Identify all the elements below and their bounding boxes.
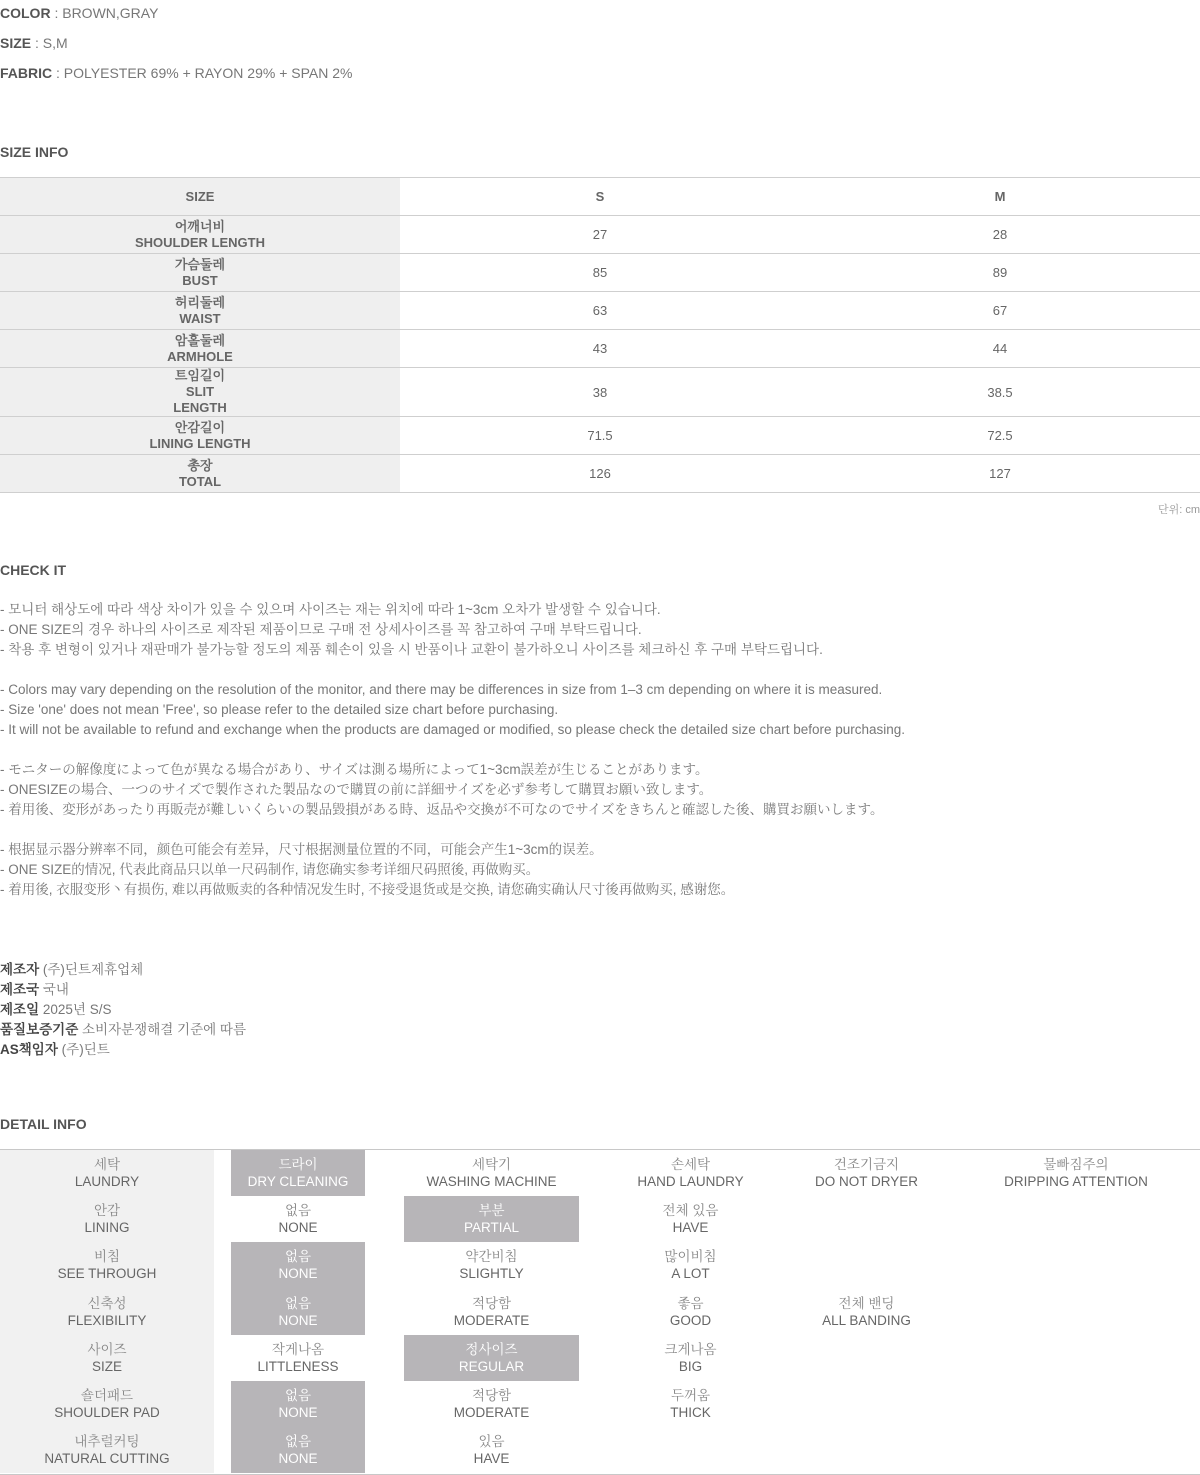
mfr-value: (주)딘트제휴업체 [42, 962, 144, 977]
detail-label-en: FLEXIBILITY [67, 1312, 147, 1328]
detail-option-ko: 크게나옴 [664, 1341, 717, 1357]
table-row [0, 254, 1200, 292]
detail-option-en: DRY CLEANING [247, 1174, 349, 1189]
spec-fabric-label: FABRIC [0, 65, 53, 81]
check-line: - It will not be available to refund and exchange when the products are damaged or modified, so please check the detailed size chart before purchasing. [0, 722, 906, 737]
size-m-value: 28 [800, 216, 1200, 254]
row-label [0, 330, 400, 368]
detail-option-ko: 전체 있음 [662, 1203, 719, 1219]
detail-option-selected [231, 1242, 365, 1288]
size-s-value: 126 [400, 455, 800, 493]
detail-grid [0, 1149, 1200, 1475]
detail-option-en: REGULAR [458, 1358, 525, 1374]
detail-option-ko: 약간비침 [465, 1249, 518, 1265]
detail-option-ko: 있음 [478, 1434, 505, 1450]
detail-label-ko: 신축성 [87, 1295, 127, 1311]
detail-option-en: NONE [278, 1312, 318, 1328]
check-it-japanese [0, 760, 883, 820]
mfr-line [0, 1040, 246, 1060]
detail-option-en: BIG [678, 1358, 703, 1374]
size-s-value: 63 [400, 292, 800, 330]
detail-option [600, 1242, 781, 1288]
detail-option-ko: 부분 [478, 1203, 505, 1219]
check-line: - ONESIZEの場合、一つのサイズで製作された製品なので購買の前に詳細サイズを必ず参考して購買お願い致します。 [0, 782, 713, 797]
row-label-en: BUST [182, 272, 218, 288]
detail-option-en: HAVE [672, 1220, 709, 1236]
row-label-ko: 어깨너비 [174, 218, 226, 234]
detail-row-label [0, 1150, 214, 1196]
size-header-m: M [800, 178, 1200, 216]
mfr-label: 품질보증기준 [0, 1022, 79, 1037]
detail-option-en: DRIPPING ATTENTION [1004, 1174, 1148, 1189]
detail-label-en: LINING [84, 1220, 130, 1236]
table-row [0, 368, 1200, 417]
manufacturer-info [0, 960, 246, 1060]
detail-label-en: SEE THROUGH [57, 1266, 157, 1282]
detail-option-ko: 정사이즈 [465, 1341, 518, 1357]
detail-option-en: DO NOT DRYER [814, 1174, 919, 1189]
table-row [0, 216, 1200, 254]
detail-option-en: MODERATE [453, 1405, 530, 1420]
check-it-title: CHECK IT [0, 562, 67, 578]
mfr-label: 제조국 [0, 982, 40, 997]
spec-size: SIZE : S,M [0, 35, 68, 51]
mfr-label: 제조일 [0, 1002, 40, 1017]
check-line: - 착용 후 변형이 있거나 재판매가 불가능할 정도의 제품 훼손이 있을 시 반품이나 교환이 불가하오니 사이즈를 체크하신 후 구매 부탁드립니다. [0, 642, 823, 657]
detail-option-ko: 적당함 [471, 1295, 512, 1311]
detail-option-ko: 전체 밴딩 [838, 1295, 895, 1311]
detail-option-en: NONE [278, 1266, 318, 1282]
row-label [0, 292, 400, 330]
detail-option [404, 1242, 579, 1288]
detail-option [231, 1196, 365, 1242]
row-label [0, 368, 400, 417]
spec-color-label: COLOR [0, 5, 51, 21]
detail-option [600, 1335, 781, 1381]
row-label-en: WAIST [179, 310, 221, 326]
check-it-korean [0, 600, 823, 660]
detail-row-label [0, 1335, 214, 1381]
detail-option-selected [231, 1427, 365, 1473]
detail-label-en: SHOULDER PAD [54, 1405, 160, 1420]
detail-info-title: DETAIL INFO [0, 1116, 87, 1132]
detail-option-en: NONE [278, 1405, 318, 1420]
table-row [0, 292, 1200, 330]
row-label-ko: 허리둘레 [174, 294, 226, 310]
detail-option-ko: 없음 [284, 1434, 312, 1450]
row-label-ko: 트임길이 [174, 368, 226, 383]
detail-row-label [0, 1427, 214, 1473]
size-info-title: SIZE INFO [0, 144, 69, 160]
size-m-value: 127 [800, 455, 1200, 493]
detail-option-en: A LOT [671, 1266, 710, 1282]
detail-label-ko: 안감 [93, 1203, 121, 1219]
detail-label-ko: 사이즈 [87, 1341, 127, 1357]
detail-option-ko: 두꺼움 [670, 1388, 711, 1403]
detail-label-en: LAUNDRY [74, 1174, 140, 1189]
row-label-en: TOTAL [178, 473, 222, 489]
detail-option-en: NONE [278, 1451, 318, 1467]
detail-label-ko: 내추럴커팅 [74, 1434, 140, 1450]
row-label-en-2: LENGTH [173, 400, 227, 415]
detail-option-en: LITTLENESS [257, 1358, 339, 1374]
check-line: - 着用後, 衣服变形丶有损伤, 难以再做贩卖的各种情况发生时, 不接受退货或是交换, 请您确实确认尺寸後再做购买, 感谢您。 [0, 882, 735, 897]
check-line: - Colors may vary depending on the resolution of the monitor, and there may be differences in size from 1–3 cm depending on where it is measured. [0, 682, 883, 697]
row-label [0, 216, 400, 254]
row-label-en: SHOULDER LENGTH [135, 234, 265, 250]
row-label-en: SLIT [185, 384, 215, 399]
unit-note: 단위: cm [1157, 504, 1200, 516]
detail-option-ko: 작게나옴 [271, 1341, 325, 1357]
detail-option-en: HAVE [473, 1451, 510, 1467]
detail-label-en: NATURAL CUTTING [44, 1451, 170, 1467]
row-label [0, 417, 400, 455]
mfr-label: AS책임자 [0, 1042, 58, 1057]
row-label-ko: 안감길이 [174, 419, 226, 435]
spec-color: COLOR : BROWN,GRAY [0, 5, 159, 21]
detail-option-selected [404, 1196, 579, 1242]
size-s-value: 85 [400, 254, 800, 292]
detail-option-en: SLIGHTLY [459, 1266, 524, 1282]
detail-option [404, 1289, 579, 1335]
detail-option-selected [231, 1381, 365, 1427]
detail-row-label [0, 1289, 214, 1335]
detail-label-en: SIZE [91, 1358, 122, 1374]
detail-row-label [0, 1381, 214, 1427]
detail-option [952, 1150, 1200, 1196]
row-label [0, 455, 400, 493]
size-header-label: SIZE [0, 178, 400, 216]
row-label-en: ARMHOLE [167, 348, 233, 364]
check-line: - モニターの解像度によって色が異なる場合があり、サイズは測る場所によって1~3cm誤差が生じることがあります。 [0, 762, 709, 777]
detail-option-ko: 없음 [284, 1295, 312, 1311]
detail-option [231, 1335, 365, 1381]
detail-option-ko: 없음 [284, 1249, 312, 1265]
size-m-value: 67 [800, 292, 1200, 330]
check-line: - ONE SIZE의 경우 하나의 사이즈로 제작된 제품이므로 구매 전 상세사이즈를 꼭 참고하여 구매 부탁드립니다. [0, 622, 642, 637]
detail-option [781, 1289, 952, 1335]
detail-option-ko: 좋음 [677, 1295, 704, 1311]
size-m-value: 44 [800, 330, 1200, 368]
spec-size-value: S,M [42, 35, 68, 51]
check-it-chinese [0, 840, 734, 900]
detail-option-ko: 세탁기 [471, 1157, 512, 1172]
detail-option-ko: 드라이 [278, 1157, 318, 1172]
mfr-label: 제조자 [0, 962, 40, 977]
size-header-s: S [400, 178, 800, 216]
table-row [0, 417, 1200, 455]
detail-option-en: WASHING MACHINE [426, 1174, 557, 1189]
detail-option [600, 1196, 781, 1242]
detail-option-selected [231, 1150, 365, 1196]
table-row [0, 330, 1200, 368]
size-m-value: 89 [800, 254, 1200, 292]
mfr-value: 소비자분쟁해결 기준에 따름 [82, 1022, 247, 1037]
detail-option-en: NONE [278, 1220, 318, 1236]
size-s-value: 43 [400, 330, 800, 368]
detail-label-ko: 숄더패드 [80, 1388, 134, 1403]
check-line: - 着用後、変形があったり再販売が難しいくらいの製品毀損がある時、返品や交換が不可なのでサイズをきちんと確認した後、購買お願いします。 [0, 802, 884, 817]
spec-color-value: BROWN,GRAY [62, 5, 159, 21]
detail-option [600, 1289, 781, 1335]
row-label-ko: 암홀둘레 [174, 332, 226, 348]
mfr-line [0, 960, 246, 980]
detail-option-ko: 많이비침 [664, 1249, 717, 1265]
size-table [0, 177, 1200, 493]
mfr-value: 국내 [42, 982, 69, 997]
size-s-value: 27 [400, 216, 800, 254]
detail-row-label [0, 1196, 214, 1242]
check-line: - ONE SIZE的情况, 代表此商品只以单一尺码制作, 请您确实参考详细尺码照後, 再做购买。 [0, 862, 540, 877]
detail-option [404, 1427, 579, 1473]
size-m-value: 38.5 [800, 368, 1200, 417]
detail-option-en: PARTIAL [463, 1220, 520, 1236]
detail-option-selected [404, 1335, 579, 1381]
detail-option-selected [231, 1289, 365, 1335]
detail-option [404, 1381, 579, 1427]
detail-option-ko: 물빠짐주의 [1043, 1157, 1109, 1172]
detail-option-en: ALL BANDING [822, 1312, 911, 1328]
size-s-value: 71.5 [400, 417, 800, 455]
check-line: - Size 'one' does not mean 'Free', so please refer to the detailed size chart before purchasing. [0, 702, 559, 717]
spec-fabric: FABRIC : POLYESTER 69% + RAYON 29% + SPAN 2% [0, 65, 353, 81]
detail-label-ko: 세탁 [93, 1157, 121, 1172]
detail-option-en: GOOD [669, 1312, 712, 1328]
detail-option [600, 1381, 781, 1427]
row-label-ko: 가슴둘레 [174, 256, 226, 272]
check-it-english [0, 680, 905, 740]
detail-option [404, 1150, 579, 1196]
mfr-value: (주)딘트 [61, 1042, 110, 1057]
spec-size-label: SIZE [0, 35, 32, 51]
row-label [0, 254, 400, 292]
detail-option-en: HAND LAUNDRY [637, 1174, 744, 1189]
detail-option [600, 1150, 781, 1196]
spec-fabric-value: POLYESTER 69% + RAYON 29% + SPAN 2% [63, 65, 353, 81]
detail-label-ko: 비침 [93, 1249, 121, 1265]
table-row [0, 455, 1200, 493]
mfr-line [0, 980, 246, 1000]
detail-row-label [0, 1242, 214, 1288]
detail-option-ko: 없음 [284, 1203, 312, 1219]
check-line: - 根据显示器分辨率不同，颜色可能会有差异，尺寸根据测量位置的不同，可能会产生1~3cm的误差。 [0, 842, 603, 857]
detail-option-en: MODERATE [453, 1312, 530, 1328]
size-s-value: 38 [400, 368, 800, 417]
mfr-value: 2025년 S/S [42, 1002, 112, 1017]
mfr-line [0, 1020, 246, 1040]
mfr-line [0, 1000, 246, 1020]
size-m-value: 72.5 [800, 417, 1200, 455]
detail-option [781, 1150, 952, 1196]
detail-option-ko: 없음 [284, 1388, 312, 1403]
size-table-header [0, 178, 1200, 216]
row-label-en: LINING LENGTH [149, 435, 251, 451]
detail-option-en: THICK [670, 1405, 711, 1420]
detail-option-ko: 건조기금지 [833, 1157, 900, 1172]
check-line: - 모니터 해상도에 따라 색상 차이가 있을 수 있으며 사이즈는 재는 위치에 따라 1~3cm 오차가 발생할 수 있습니다. [0, 602, 661, 617]
row-label-ko: 총장 [187, 457, 213, 473]
detail-option-ko: 적당함 [471, 1388, 512, 1403]
detail-option-ko: 손세탁 [670, 1157, 711, 1172]
